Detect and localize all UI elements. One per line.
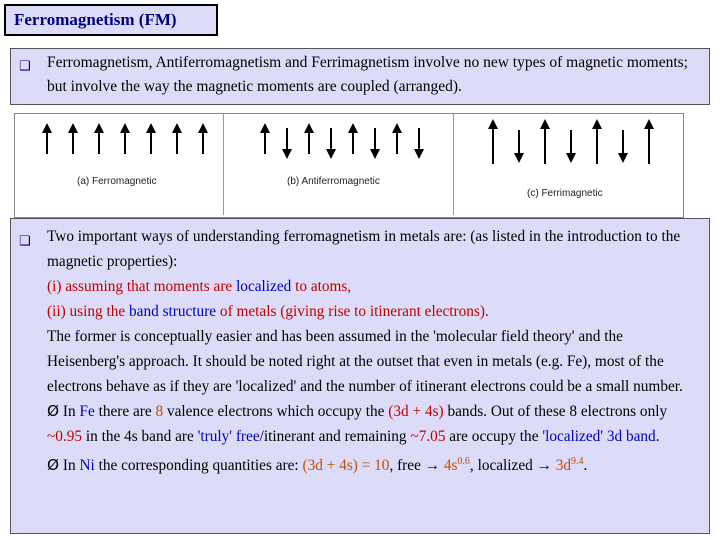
label-antiferromagnetic: (b) Antiferromagnetic [287,176,380,187]
square-bullet-icon: ❑ [19,59,31,74]
ferrimagnetic-spins [493,124,649,164]
ferromagnetic-spins [47,128,203,154]
spin-arrangement-figure [14,113,684,218]
spin-diagram [15,114,683,215]
figure-divider [453,114,454,215]
arrow-bullet-icon: Ø [47,456,60,475]
main-panel [10,218,710,534]
main-intro: Two important ways of understanding ferromagnetism in metals are: (as listed in the introduction to the magnetic properties): [47,228,681,270]
fe-line: Ø In Fe there are 8 valence electrons which occupy the (3d + 4s) bands. Out of these 8 electrons only ~0.95 in the 4s band are 'truly' free/itinerant and remaining ~7.05 are occupy the 'localized' 3d band. [47,402,668,445]
figure-divider [223,114,224,215]
item-i-label: (i) assuming that moments are [47,278,233,295]
item-i-tail: to atoms, [295,278,352,295]
item-ii-tail: of metals (giving rise to itinerant electrons). [219,303,489,320]
item-ii-key: band structure [129,303,217,320]
page-title: Ferromagnetism (FM) [4,4,218,36]
item-i-key: localized [236,278,292,295]
main-text [47,224,703,478]
item-ii-label: (ii) using the [47,303,126,320]
antiferromagnetic-spins [265,128,419,154]
ni-line: Ø In Ni the corresponding quantities are: (3d + 4s) = 10, free → $4s^{0.6}$, localized → $3d^{9.4}$. [47,456,588,475]
label-ferromagnetic: (a) Ferromagnetic [77,176,157,187]
square-bullet-icon: ❑ [19,234,31,249]
intro-text: Ferromagnetism, Antiferromagnetism and Ferrimagnetism involve no new types of magnetic moments; but involve the way the magnetic moments are coupled (arranged). [47,54,688,95]
intro-panel [10,48,710,105]
main-paragraph: The former is conceptually easier and has been assumed in the 'molecular field theory' and the Heisenberg's approach. It should be noted right at the outset that even in metals (e.g. Fe), most of the electrons behave as if they are 'localized' and the number of itinerant electrons could be a small number. [47,328,683,395]
label-ferrimagnetic: (c) Ferrimagnetic [527,188,603,199]
arrow-bullet-icon: Ø [47,402,60,420]
